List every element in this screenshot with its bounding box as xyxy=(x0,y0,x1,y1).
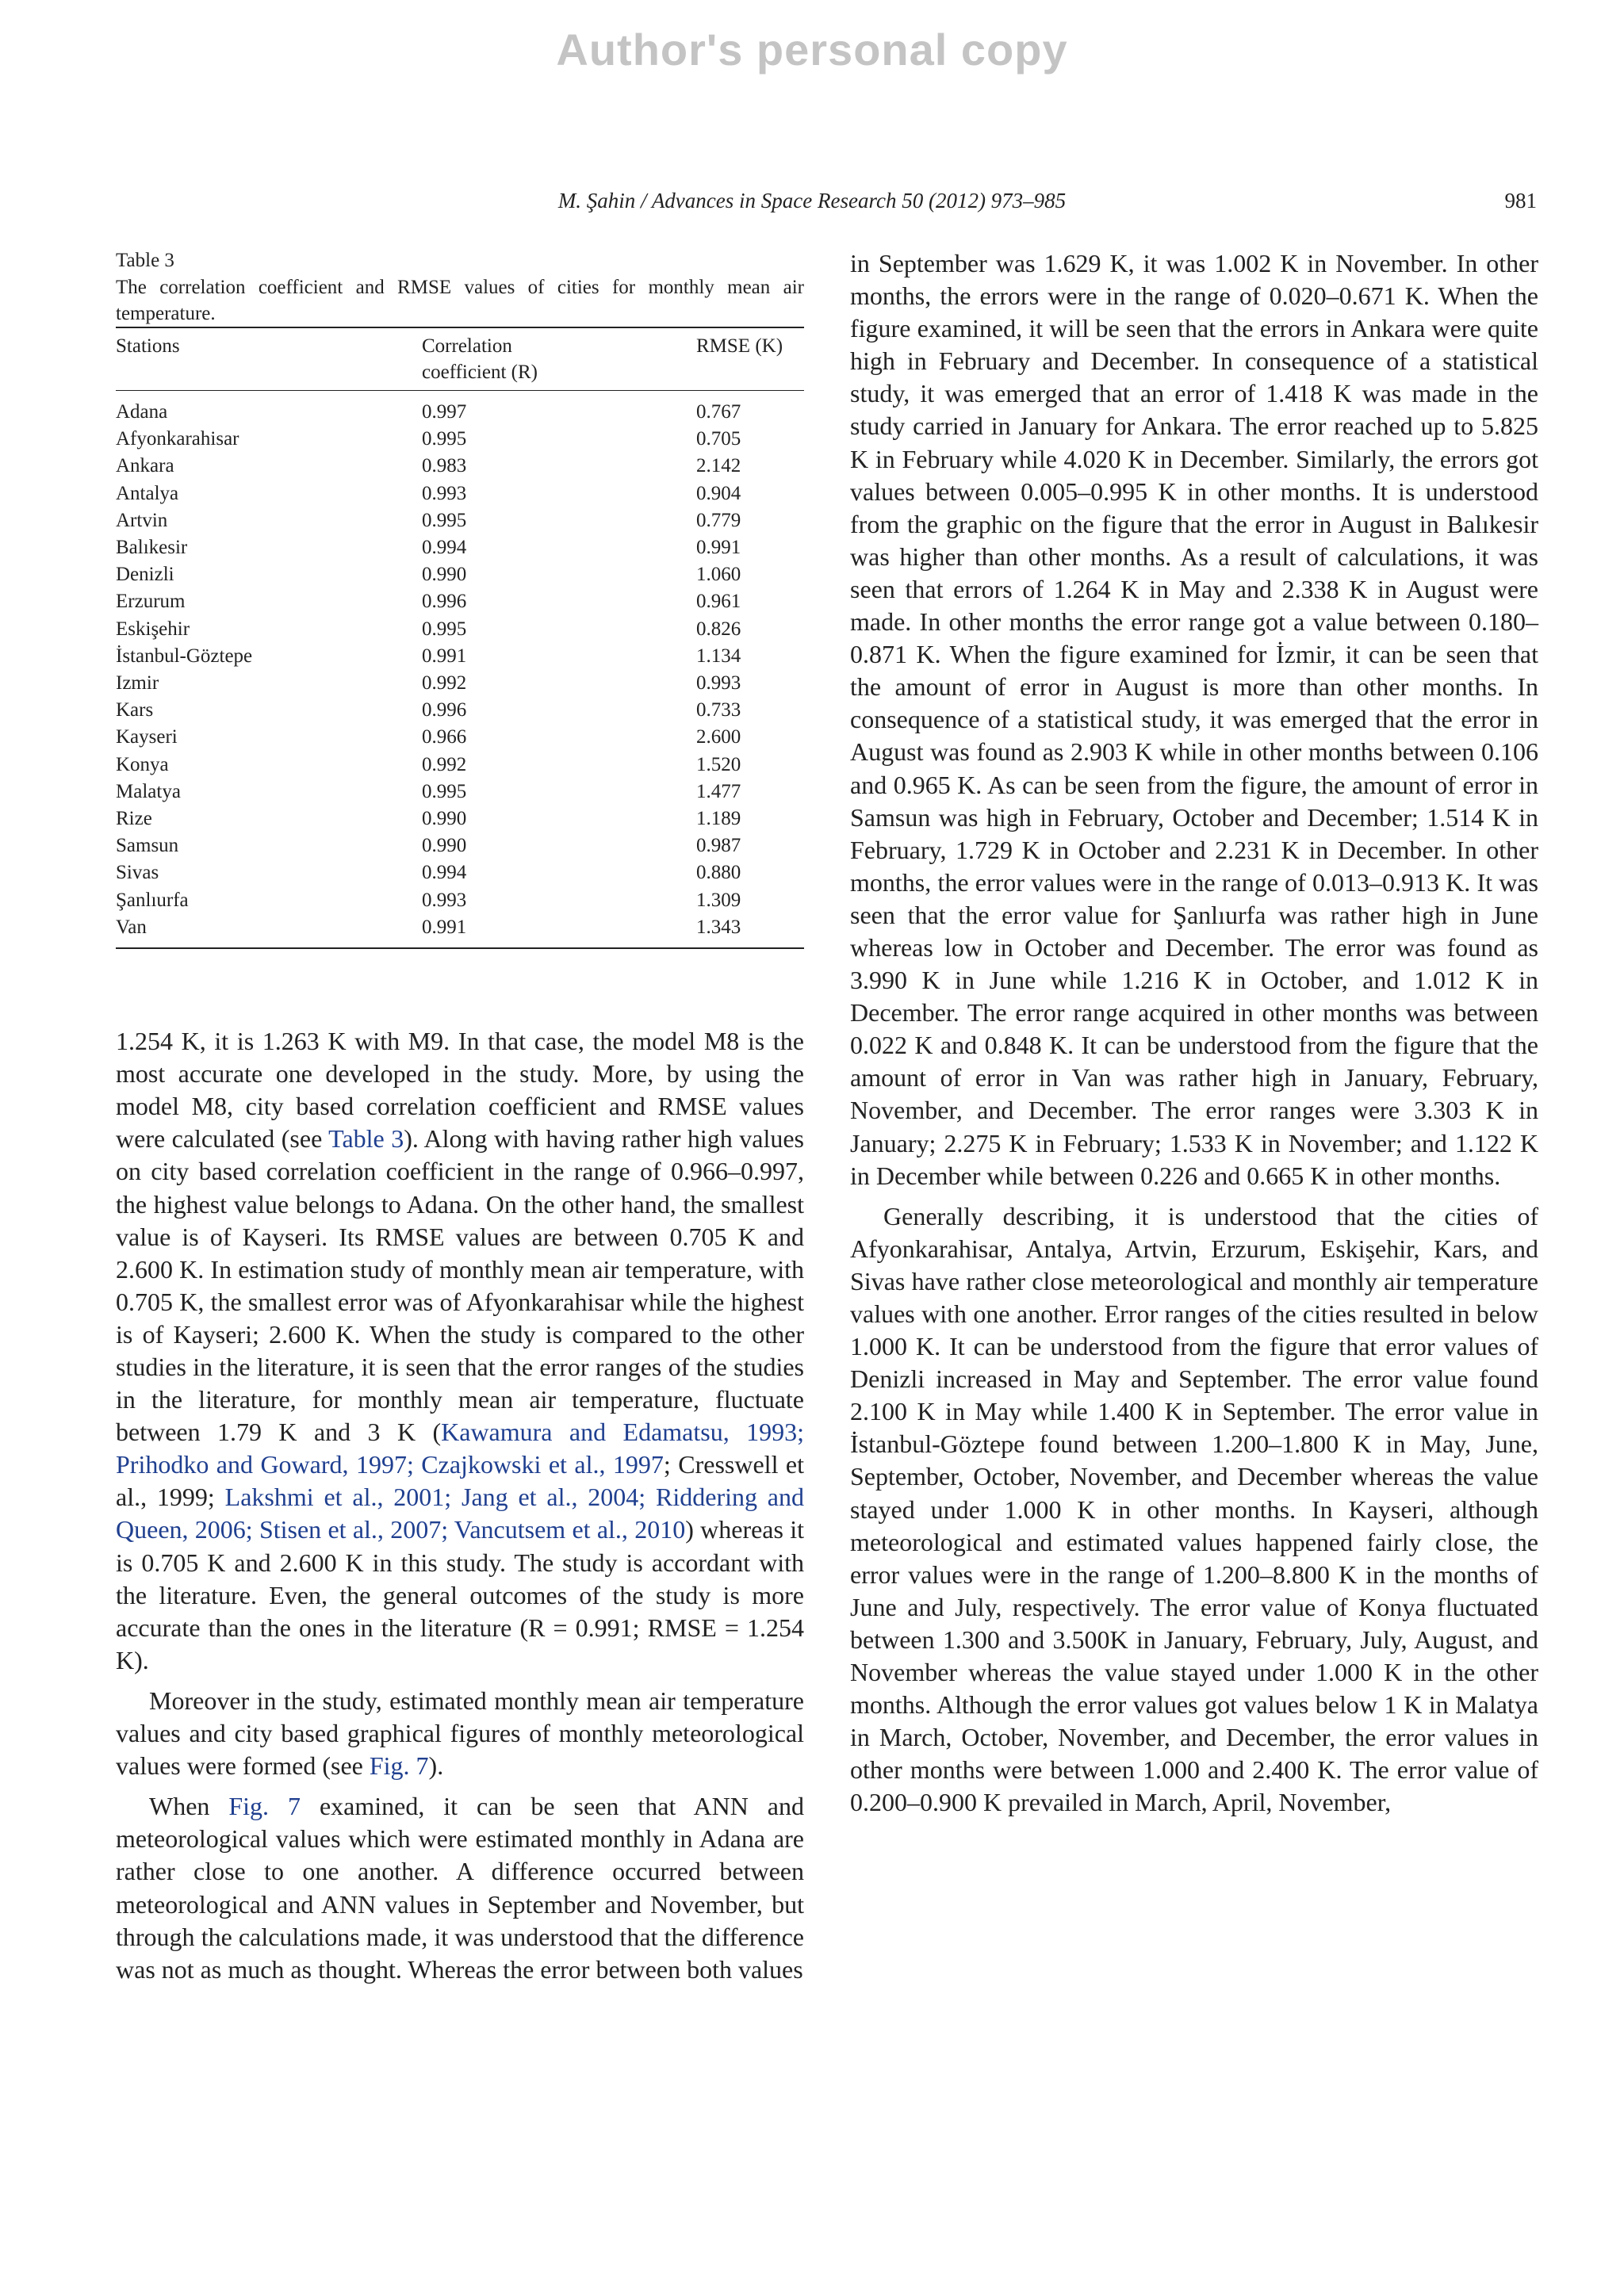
header-stations: Stations xyxy=(116,335,180,357)
table-row xyxy=(116,534,804,561)
link-table-3[interactable]: Table 3 xyxy=(328,1124,404,1154)
cell-correlation: 0.991 xyxy=(422,645,467,667)
left-body-text xyxy=(116,1025,804,1986)
header-correlation xyxy=(422,327,696,391)
table-row xyxy=(116,697,804,724)
table-caption: The correlation coefficient and RMSE values of cities for monthly mean air temperature. xyxy=(116,277,804,324)
page-number: 981 xyxy=(1504,189,1537,212)
cell-correlation: 0.996 xyxy=(422,591,467,613)
cell-correlation: 0.992 xyxy=(422,672,467,695)
cell-station: Denizli xyxy=(116,564,174,586)
citation-link-group-1[interactable]: Kawamura and Edamatsu, 1993; Prihodko and Goward, 1997; Czajkowski et al., 1997 xyxy=(116,1418,804,1479)
cell-station: Malatya xyxy=(116,780,181,802)
table-row xyxy=(116,806,804,832)
cell-station: Eskişehir xyxy=(116,618,190,640)
table-row xyxy=(116,832,804,859)
table-row xyxy=(116,670,804,697)
cell-correlation: 0.990 xyxy=(422,835,467,857)
table-3 xyxy=(116,247,804,949)
header-correlation-line1: Correlation xyxy=(422,335,512,357)
citation-link-group-2[interactable]: Lakshmi et al., 2001; Jang et al., 2004; Riddering and Queen, 2006; Stisen et al., 2007; Vancutsem et al., 2010 xyxy=(116,1483,805,1544)
cell-correlation: 0.983 xyxy=(422,455,467,477)
cell-correlation: 0.995 xyxy=(422,428,467,450)
cell-correlation: 0.995 xyxy=(422,509,467,531)
link-fig-7[interactable]: Fig. 7 xyxy=(369,1751,429,1781)
cell-station: Artvin xyxy=(116,509,168,531)
left-paragraph-2 xyxy=(116,1685,804,1782)
cell-station: Rize xyxy=(116,808,152,830)
cell-rmse: 1.343 xyxy=(696,916,741,938)
table-row xyxy=(116,391,804,427)
cell-correlation: 0.991 xyxy=(422,916,467,938)
table-row xyxy=(116,561,804,588)
cell-correlation: 0.995 xyxy=(422,618,467,640)
cell-rmse: 2.600 xyxy=(696,726,741,748)
cell-station: Samsun xyxy=(116,835,179,857)
cell-rmse: 0.880 xyxy=(696,862,741,884)
cell-station: Ankara xyxy=(116,455,174,477)
cell-rmse: 0.987 xyxy=(696,835,741,857)
cell-rmse: 0.705 xyxy=(696,428,741,450)
cell-correlation: 0.990 xyxy=(422,808,467,830)
cell-station: Şanlıurfa xyxy=(116,889,189,911)
table-row xyxy=(116,914,804,948)
cell-correlation: 0.994 xyxy=(422,862,467,884)
text-run: ). Along with having rather high values on city based correlation coefficient in the range of 0.966–0.997, the highest value belongs to Adana. On the other hand, the smallest value is of Kayseri. Its RMSE values are between 0.705 K and 2.600 K. In estimation study of monthly mean air temperature, with 0.705 K, the smallest error was of Afyonkarahisar while the highest is of Kayseri; 2.600 K. When the study is compared to the other studies in the literature, it is seen that the error ranges of the studies in the literature, for monthly mean air temperature, fluctuate between 1.79 K and 3 K ( xyxy=(116,1124,805,1447)
text-run: Moreover in the study, estimated monthly mean air temperature values and city based graphical figures of monthly meteorological values were formed (see xyxy=(116,1686,804,1781)
cell-rmse: 0.904 xyxy=(696,482,741,504)
cell-station: Konya xyxy=(116,753,169,775)
cell-station: Kayseri xyxy=(116,726,178,748)
cell-rmse: 1.134 xyxy=(696,645,741,667)
cell-correlation: 0.994 xyxy=(422,537,467,559)
cell-rmse: 0.961 xyxy=(696,591,741,613)
table-row xyxy=(116,426,804,453)
table-row xyxy=(116,480,804,507)
cell-correlation: 0.993 xyxy=(422,889,467,911)
right-paragraph-1: in September was 1.629 K, it was 1.002 K in November. In other months, the errors were in the range of 0.020–0.671 K. When the figure examined, it will be seen that the errors in Ankara were quite high in February and December. In consequence of a statistical study, it was emerged that an error of 1.418 K was made in the study carried in January for Ankara. The error reached up to 5.825 K in February while 4.020 K in December. Similarly, the errors got values between 0.005–0.995 K in other months. It is understood from the graphic on the figure that the error in August in Balıkesir was higher than other months. As a result of calculations, it was seen that errors of 1.264 K in May and 2.338 K in August were made. In other months the error range got a value between 0.180–0.871 K. When the figure examined for İzmir, it can be seen that the amount of error in August is more than other months. In consequence of a statistical study, it was emerged that the error in August was found as 2.903 K while in other months between 0.106 and 0.965 K. As can be seen from the figure, the amount of error in Samsun was high in February, October and December; 1.514 K in February, 1.729 K in October and 2.231 K in December. In other months, the error values were in the range of 0.013–0.913 K. It was seen that the error value for Şanlıurfa was rather high in June whereas low in October and December. The error was found as 3.990 K in June while 1.216 K in October, and 1.012 K in December. The error range acquired in other months was between 0.022 K and 0.848 K. It can be understood from the figure that the amount of error in Van was rather high in January, February, November, and December. The error ranges were 3.303 K in January; 2.275 K in February; 1.533 K in November; and 1.122 K in December while between 0.226 and 0.665 K in other months. xyxy=(850,249,1538,1190)
table-row xyxy=(116,643,804,670)
table-row xyxy=(116,779,804,806)
cell-station: İstanbul-Göztepe xyxy=(116,645,253,667)
watermark: Author's personal copy xyxy=(556,25,1068,75)
header-correlation-line2: coefficient (R) xyxy=(422,362,538,383)
cell-correlation: 0.995 xyxy=(422,780,467,802)
cell-station: Erzurum xyxy=(116,591,186,613)
text-run: 1.254 K, it is 1.263 K with M9. In that case, the model M8 is the most accurate one developed in the study. More, by using the model M8, city based correlation coefficient and RMSE values were calculated (see xyxy=(116,1027,804,1154)
cell-rmse: 0.993 xyxy=(696,672,741,695)
cell-correlation: 0.992 xyxy=(422,753,467,775)
data-table xyxy=(116,327,804,949)
right-paragraph-2: Generally describing, it is understood that the cities of Afyonkarahisar, Antalya, Artvin, Erzurum, Eskişehir, Kars, and Sivas have rather close meteorological and monthly air temperature values with one another. Error ranges of the cities resulted in below 1.000 K. It can be understood from the figure that error values of Denizli increased in May and September. The error value found 2.100 K in May while 1.400 K in September. The error value in İstanbul-Göztepe found between 1.200–1.800 K in May, June, September, October, November, and December whereas the value stayed under 1.000 K in other months. In Kayseri, although meteorological and estimated values happened fairly close, the error values were in the range of 1.200–8.800 K in the months of June and July, respectively. The error value of Konya fluctuated between 1.300 and 3.500K in January, February, July, August, and November whereas the value stayed under 1.000 K in the other months. Although the error values got values below 1 K in Malatya in March, October, November, and December, the error values in other months were between 1.000 and 2.400 K. The error value of 0.200–0.900 K prevailed in March, April, November, xyxy=(850,1201,1538,1817)
cell-rmse: 1.309 xyxy=(696,889,741,911)
text-run: When xyxy=(149,1792,229,1821)
cell-rmse: 0.767 xyxy=(696,401,741,423)
cell-rmse: 1.060 xyxy=(696,564,741,586)
table-body xyxy=(116,391,804,949)
table-row xyxy=(116,859,804,886)
table-row xyxy=(116,724,804,751)
cell-rmse: 0.733 xyxy=(696,699,741,721)
table-label: Table 3 xyxy=(116,250,174,271)
cell-correlation: 0.993 xyxy=(422,482,467,504)
table-row xyxy=(116,453,804,480)
table-row xyxy=(116,588,804,615)
text-run: ; Cresswell et al., 1999; xyxy=(116,1450,805,1512)
cell-correlation: 0.996 xyxy=(422,699,467,721)
left-paragraph-1 xyxy=(116,1025,804,1677)
cell-correlation: 0.990 xyxy=(422,564,467,586)
cell-station: Kars xyxy=(116,699,154,721)
text-run: ) whereas it is 0.705 K and 2.600 K in this study. The study is accordant with the literature. Even, the general outcomes of the study is more accurate than the ones in the literature (R = 0.991; RMSE = 1.254 K). xyxy=(116,1515,805,1674)
cell-station: Izmir xyxy=(116,672,159,695)
cell-rmse: 0.991 xyxy=(696,537,741,559)
cell-station: Adana xyxy=(116,401,168,423)
right-column xyxy=(850,247,1538,1820)
table-row xyxy=(116,887,804,914)
cell-station: Van xyxy=(116,916,147,938)
cell-correlation: 0.997 xyxy=(422,401,467,423)
text-run: ). xyxy=(428,1751,444,1781)
cell-station: Afyonkarahisar xyxy=(116,428,239,450)
cell-rmse: 1.189 xyxy=(696,808,741,830)
cell-rmse: 1.477 xyxy=(696,780,741,802)
left-column xyxy=(116,247,804,1986)
cell-station: Balıkesir xyxy=(116,537,188,559)
cell-rmse: 0.826 xyxy=(696,618,741,640)
cell-rmse: 1.520 xyxy=(696,753,741,775)
cell-correlation: 0.966 xyxy=(422,726,467,748)
link-fig-7[interactable]: Fig. 7 xyxy=(228,1792,301,1821)
cell-rmse: 2.142 xyxy=(696,455,741,477)
header-rmse: RMSE (K) xyxy=(696,335,783,357)
cell-station: Sivas xyxy=(116,862,159,884)
table-row xyxy=(116,507,804,534)
table-row xyxy=(116,616,804,643)
cell-station: Antalya xyxy=(116,482,179,504)
table-header-row xyxy=(116,327,804,391)
text-run: examined, it can be seen that ANN and meteorological values which were estimated monthly in Adana are rather close to one another. A difference occurred between meteorological and ANN values in September and November, but through the calculations made, it was understood that the difference was not as much as thought. Whereas the error between both values xyxy=(116,1792,805,1984)
cell-rmse: 0.779 xyxy=(696,509,741,531)
left-paragraph-3 xyxy=(116,1790,804,1986)
table-row xyxy=(116,752,804,779)
running-head: M. Şahin / Advances in Space Research 50 (2012) 973–985 xyxy=(557,189,1067,212)
